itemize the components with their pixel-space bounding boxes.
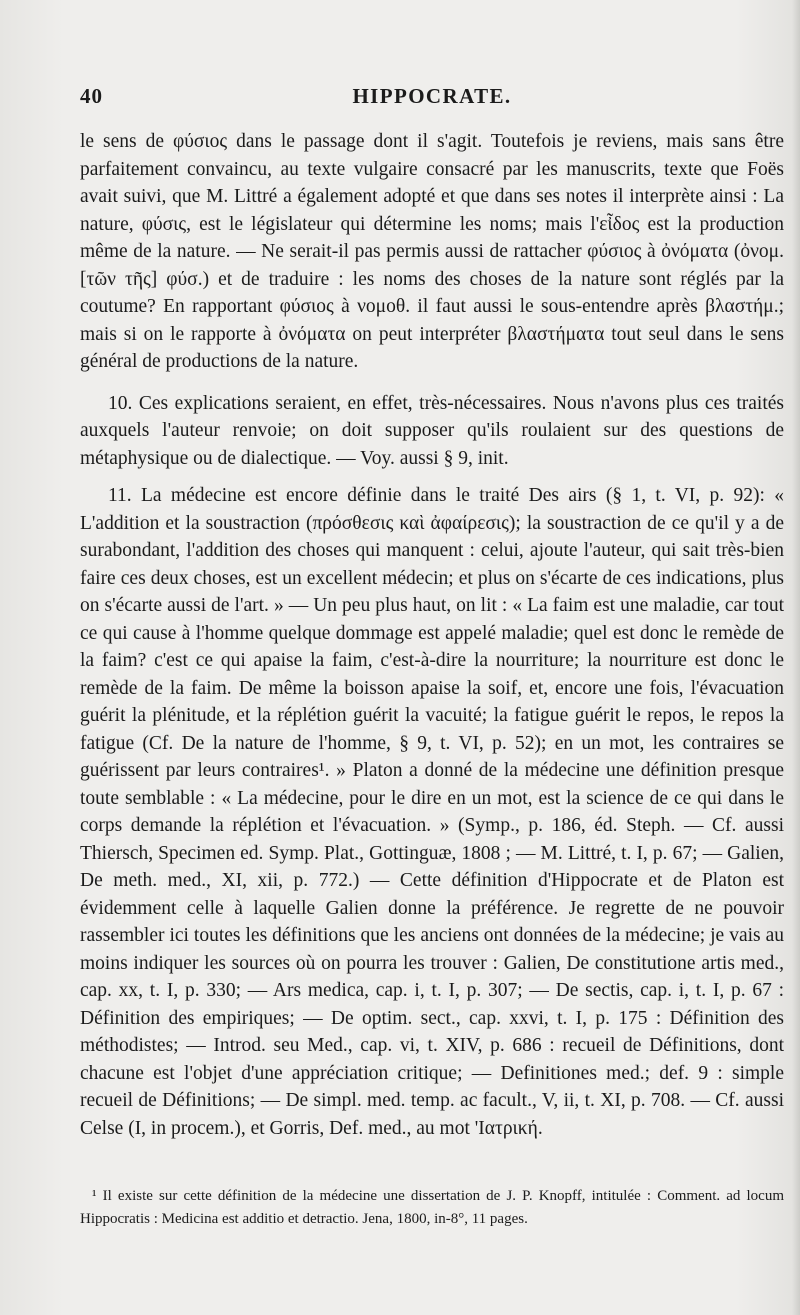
running-title: HIPPOCRATE.	[352, 84, 512, 108]
footnote-text	[80, 1185, 784, 1231]
main-text	[80, 128, 784, 1152]
paragraph-11: 11. La médecine est encore définie dans le traité Des airs (§ 1, t. VI, p. 92): « L'addition et la soustraction (πρόσθεσις καὶ ἀφαίρεσις); la soustraction de ce qu'il y a de surabondant, l'addition des choses qui manquent : celui, ajoute l'auteur, qui sait très-bien faire ces deux choses, est un excellent médecin; et plus on s'écarte de ces indications, plus on s'écarte aussi de l'art. » — Un peu plus haut, on lit : « La faim est une maladie, car tout ce qui cause à l'homme quelque dommage est appelé maladie; quel est donc le remède de la faim? c'est ce qui apaise la faim, c'est-à-dire la nourriture; la nourriture est donc le remède de la faim. De même la boisson apaise la soif, et, encore une fois, l'évacuation guérit la plénitude, et la réplétion guérit la vacuité; la fatigue guérit le repos, le repos la fatigue (Cf. De la nature de l'homme, § 9, t. VI, p. 52); en un mot, les contraires se guérissent par leurs contraires¹. » Platon a donné de la médecine une définition presque toute semblable : « La médecine, pour le dire en un mot, est la science de ce qui dans le corps demande la réplétion et l'évacuation. » (Symp., p. 186, éd. Steph. — Cf. aussi Thiersch, Specimen ed. Symp. Plat., Gottinguæ, 1808 ; — M. Littré, t. I, p. 67; — Galien, De meth. med., XI, xii, p. 772.) — Cette définition d'Hippocrate et de Platon est évidemment celle à laquelle Galien donne la préférence. Je regrette de ne pouvoir rassembler ici toutes les définitions que les anciens ont données de la médecine; je vais au moins indiquer les sources où on pourra les trouver : Galien, De constitutione artis med., cap. xx, t. I, p. 330; — Ars medica, cap. i, t. I, p. 307; — De sectis, cap. i, t. I, p. 67 : Définition des empiriques; — De optim. sect., cap. xxvi, t. I, p. 175 : Définition des méthodistes; — Introd. seu Med., cap. vi, t. XIV, p. 686 : recueil de Définitions, dont chacune est l'objet d'une appréciation critique; — Definitiones med.; def. 9 : simple recueil de Définitions; — De simpl. med. temp. ac facult., V, ii, t. XI, p. 708. — Cf. aussi Celse (I, in procem.), et Gorris, Def. med., au mot 'Ιατρική.	[80, 485, 784, 1139]
footnote-marker: ¹	[92, 1188, 97, 1204]
page-number: 40	[80, 84, 103, 108]
paragraph-continuation: le sens de φύσιος dans le passage dont il s'agit. Toutefois je reviens, mais sans être parfaitement convaincu, au texte vulgaire consacré par les manuscrits, texte que Foës avait suivi, que M. Littré a également adopté et que dans ses notes il interprète ainsi : La nature, φύσις, est le législateur qui détermine les noms; mais l'εἶδος est la production même de la nature. — Ne serait-il pas permis aussi de rattacher φύσιος à ὀνόματα (ὀνομ. [τῶν τῆς] φύσ.) et de traduire : les noms des choses de la nature sont réglés par la coutume? En rapportant φύσιος à νομοθ. il faut aussi le sous-entendre après βλαστήμ.; mais si on le rapporte à ὀνόματα on peut interpréter βλαστήματα tout seul dans le sens général de productions de la nature.	[80, 131, 784, 372]
paragraph-10: 10. Ces explications seraient, en effet, très-nécessaires. Nous n'avons plus ces traités auxquels l'auteur renvoie; on doit supposer qu'ils roulaient sur des questions de métaphysique ou de dialectique. — Voy. aussi § 9, init.	[80, 392, 784, 469]
footnote-body: Il existe sur cette définition de la médecine une dissertation de J. P. Knopff, intitulée : Comment. ad locum Hippocratis : Medicina est additio et detractio. Jena, 1800, in-8°, 11 pages.	[80, 1188, 784, 1227]
page-header	[80, 84, 784, 120]
footnote	[80, 1185, 784, 1231]
page-edge-shadow	[792, 0, 800, 1315]
